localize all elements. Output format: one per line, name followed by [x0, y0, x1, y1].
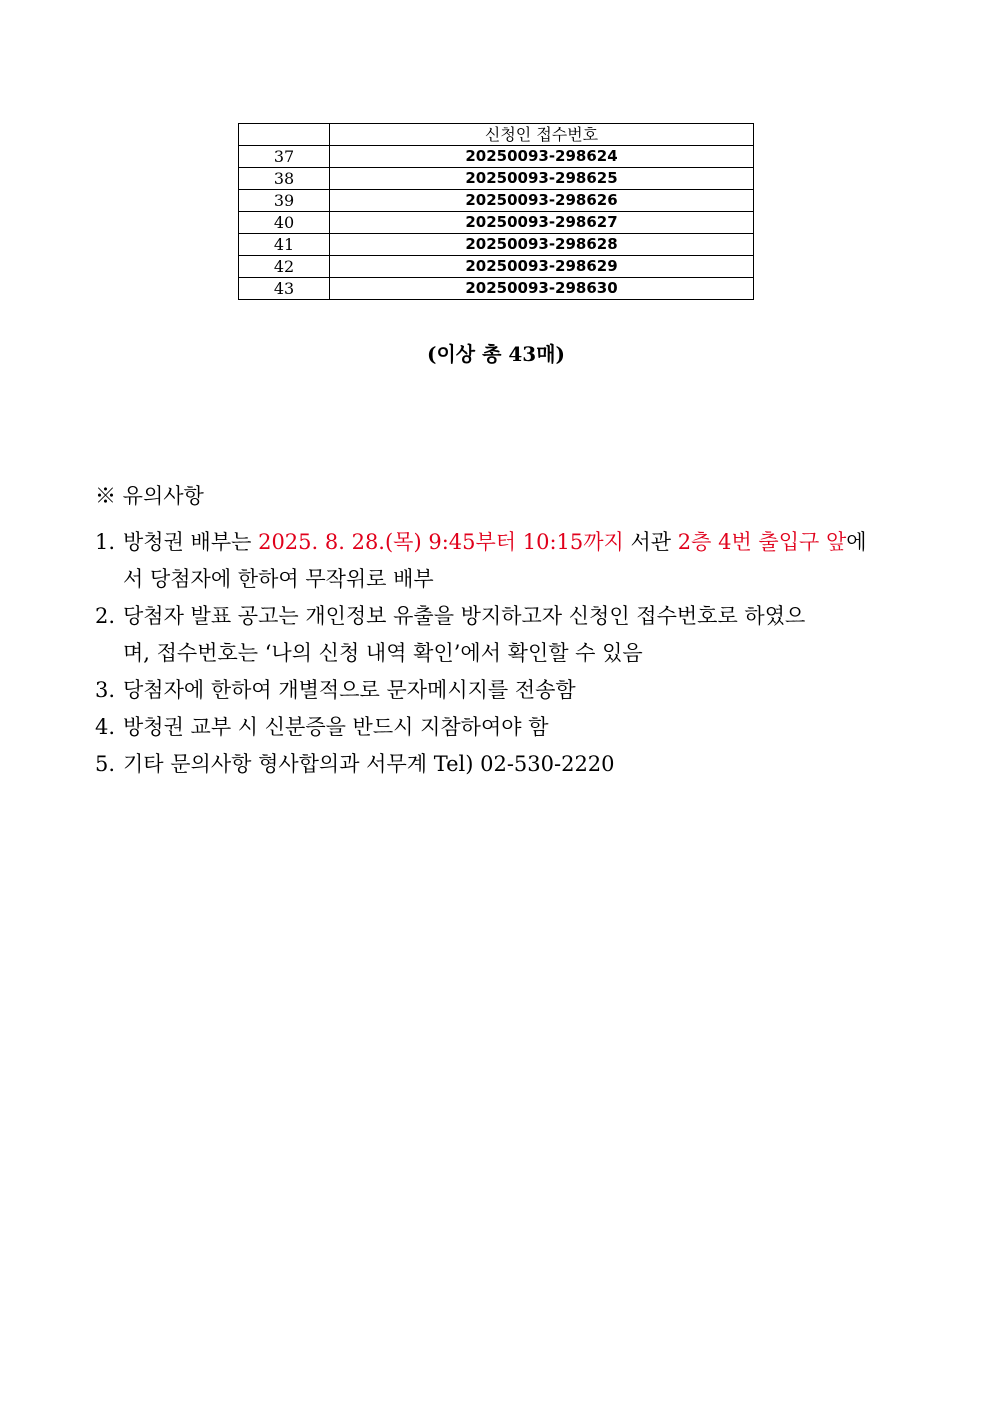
row-number: 42	[239, 256, 330, 278]
distribution-location: 2층 4번 출입구 앞	[677, 530, 847, 554]
table-row	[239, 256, 754, 278]
row-receipt-number: 20250093-298624	[330, 146, 754, 168]
row-receipt-number: 20250093-298627	[330, 212, 754, 234]
note-index: 4.	[95, 715, 116, 739]
receipt-number-table	[238, 123, 754, 300]
note-text-part: 방청권 배부는	[123, 530, 259, 554]
note-text-part: 에	[846, 530, 867, 554]
note-text: 서 당첨자에 한하여 무작위로 배부	[123, 567, 434, 591]
note-text: 며, 접수번호는 ‘나의 신청 내역 확인’에서 확인할 수 있음	[123, 641, 643, 665]
note-text: 기타 문의사항 형사합의과 서무계 Tel) 02-530-2220	[123, 752, 615, 776]
row-receipt-number: 20250093-298625	[330, 168, 754, 190]
note-text-part: 서관	[623, 530, 678, 554]
receipt-number-table-wrap	[238, 123, 754, 300]
table-row	[239, 146, 754, 168]
row-number: 41	[239, 234, 330, 256]
note-item-2-continued	[95, 635, 905, 672]
note-text	[123, 524, 905, 561]
row-number: 38	[239, 168, 330, 190]
note-item-1	[95, 524, 905, 561]
notes-title: ※ 유의사항	[95, 484, 204, 508]
table-row	[239, 190, 754, 212]
note-item-5	[95, 746, 905, 783]
row-receipt-number: 20250093-298630	[330, 278, 754, 300]
note-text: 당첨자 발표 공고는 개인정보 유출을 방지하고자 신청인 접수번호로 하였으	[123, 604, 806, 628]
row-number: 37	[239, 146, 330, 168]
row-receipt-number: 20250093-298629	[330, 256, 754, 278]
table-header-number	[239, 124, 330, 146]
table-row	[239, 234, 754, 256]
row-number: 39	[239, 190, 330, 212]
notes-list	[95, 524, 905, 783]
note-item-4	[95, 709, 905, 746]
table-row	[239, 278, 754, 300]
note-index: 1.	[95, 530, 116, 554]
note-index: 2.	[95, 604, 116, 628]
row-number: 43	[239, 278, 330, 300]
note-index: 3.	[95, 678, 116, 702]
note-item-2	[95, 598, 905, 635]
note-text: 당첨자에 한하여 개별적으로 문자메시지를 전송함	[123, 678, 576, 702]
note-indent	[95, 561, 123, 598]
table-row	[239, 212, 754, 234]
row-number: 40	[239, 212, 330, 234]
note-text: 방청권 교부 시 신분증을 반드시 지참하여야 함	[123, 715, 549, 739]
row-receipt-number: 20250093-298626	[330, 190, 754, 212]
note-indent	[95, 635, 123, 672]
note-index: 5.	[95, 752, 116, 776]
total-count: (이상 총 43매)	[427, 342, 565, 366]
table-header-row	[239, 124, 754, 146]
distribution-datetime: 2025. 8. 28.(목) 9:45부터 10:15까지	[258, 530, 624, 554]
table-header-receipt-number: 신청인 접수번호	[330, 124, 754, 146]
note-item-1-continued	[95, 561, 905, 598]
note-item-3	[95, 672, 905, 709]
table-row	[239, 168, 754, 190]
row-receipt-number: 20250093-298628	[330, 234, 754, 256]
